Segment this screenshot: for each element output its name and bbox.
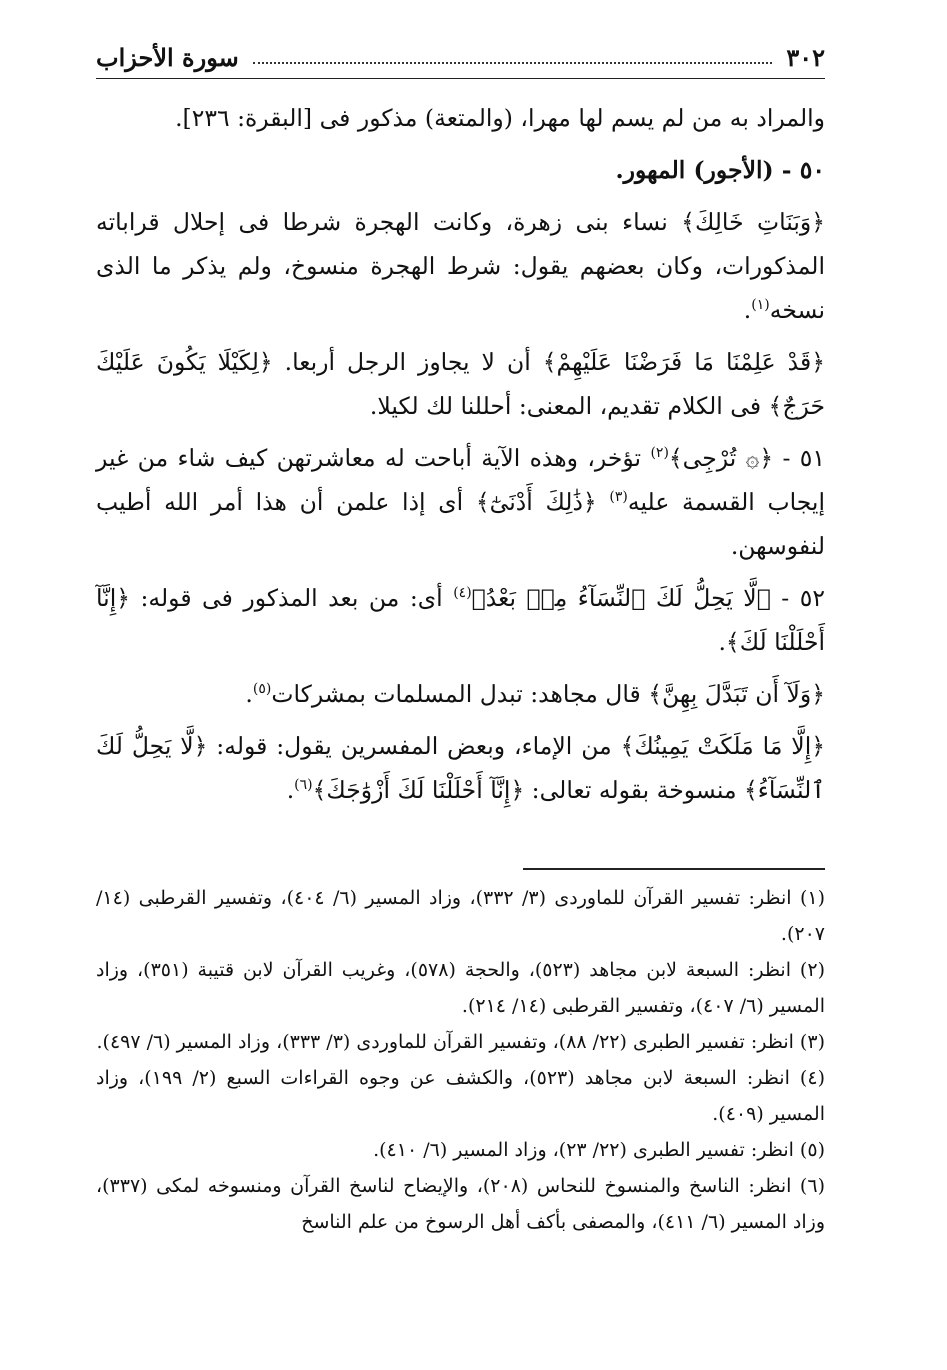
footnotes <box>96 880 825 1240</box>
footnote-ref-4: (٤) <box>453 585 472 602</box>
paragraph-5 <box>96 436 825 568</box>
paragraph-6-b: أى: من بعد المذكور فى قوله: ﴿إِنَّآ أَحْلَلْنَا لَكَ﴾. <box>96 584 825 656</box>
paragraph-3-text: ﴿وَبَنَاتِ خَالِكَ﴾ نساء بنى زهرة، وكانت الهجرة شرطا فى إحلال قراباته المذكورات، وكان بعضهم يقول: شرط الهجرة منسوخ، ولم يذكر ما الذى نسخه <box>96 208 825 324</box>
footnote-5: (٥) انظر: تفسير الطبرى (٢٢/ ٢٣)، وزاد المسير (٦/ ٤١٠). <box>373 1139 825 1161</box>
paragraph-7-end: . <box>245 680 253 708</box>
paragraph-8-text: ﴿إِلَّا مَا مَلَكَتْ يَمِينُكَ﴾ من الإماء، وبعض المفسرين يقول: قوله: ﴿لَّا يَحِلُّ لَكَ ٱلنِّسَآءُ﴾ منسوخة بقوله تعالى: ﴿إِنَّآ أَحْلَلْنَا لَكَ أَزْوَٰجَكَ﴾ <box>96 732 825 804</box>
paragraph-6-a: ٥٢ - ﴿لَّا يَحِلُّ لَكَ ٱلنِّسَآءُ مِنۢ بَعْدُ﴾ <box>471 584 825 612</box>
footnote-ref-2: (٢) <box>650 445 669 462</box>
paragraph-4: ﴿قَدْ عَلِمْنَا مَا فَرَضْنَا عَلَيْهِمْ﴾ أن لا يجاوز الرجل أربعا. ﴿لِكَيْلَا يَكُونَ عَلَيْكَ حَرَجٌ﴾ فى الكلام تقديم، المعنى: أحللنا لك لكيلا. <box>96 348 825 420</box>
paragraph-8 <box>96 724 825 812</box>
footnote-ref-3: (٣) <box>609 489 628 506</box>
footnote-1: (١) انظر: تفسير القرآن للماوردى (٣/ ٣٣٢)، وزاد المسير (٦/ ٤٠٤)، وتفسير القرطبى (١٤/ ٢٠٧). <box>96 887 825 945</box>
page-header <box>96 36 825 79</box>
footnote-3: (٣) انظر: تفسير الطبرى (٢٢/ ٨٨)، وتفسير القرآن للماوردى (٣/ ٣٣٣)، وزاد المسير (٦/ ٤٩٧). <box>96 1031 825 1053</box>
paragraph-7 <box>96 672 825 716</box>
footnote-6: (٦) انظر: الناسخ والمنسوخ للنحاس (٢٠٨)، والإيضاح لناسخ القرآن ومنسوخه لمكى (٣٣٧)، وزاد المسير (٦/ ٤١١)، والمصفى بأكف أهل الرسوخ من علم الناسخ <box>96 1175 825 1233</box>
footnote-2: (٢) انظر: السبعة لابن مجاهد (٥٢٣)، والحجة (٥٧٨)، وغريب القرآن لابن قتيبة (٣٥١)، وزاد المسير (٦/ ٤٠٧)، وتفسير القرطبى (١٤/ ٢١٤). <box>96 959 825 1017</box>
paragraph-8-end: . <box>286 776 295 804</box>
page-number: ٣٠٢ <box>786 42 825 72</box>
paragraph-5-a: ٥١ - ﴿۞ تُرْجِى﴾ <box>668 444 826 472</box>
paragraph-7-text: ﴿وَلَآ أَن تَبَدَّلَ بِهِنَّ﴾ قال مجاهد: تبدل المسلمات بمشركات <box>271 680 825 708</box>
paragraph-5-b: تؤخر، وهذه الآية أباحت له معاشرتهن كيف شاء من غير إيجاب القسمة عليه <box>96 444 825 516</box>
footnote-separator <box>523 868 825 870</box>
paragraph-3-end: . <box>743 296 752 324</box>
footnote-ref-1: (١) <box>751 297 770 314</box>
footnote-ref-6: (٦) <box>294 777 313 794</box>
footnote-4: (٤) انظر: السبعة لابن مجاهد (٥٢٣)، والكشف عن وجوه القراءات السبع (٢/ ١٩٩)، وزاد المسير (٤٠٩). <box>96 1067 825 1125</box>
paragraph-5-c: ﴿ذَٰلِكَ أَدْنَىٰٓ﴾ أى إذا علمن أن هذا أمر الله أطيب لنفوسهن. <box>96 488 825 560</box>
footnote-ref-5: (٥) <box>252 681 272 698</box>
paragraph-2: ٥٠ - (الأجور) المهور. <box>615 156 825 184</box>
main-text <box>96 96 825 820</box>
header-dot-leader <box>253 50 773 64</box>
paragraph-1: والمراد به من لم يسم لها مهرا، (والمتعة) مذكور فى [البقرة: ٢٣٦]. <box>175 104 825 132</box>
surah-title: سورة الأحزاب <box>96 42 239 72</box>
paragraph-3 <box>96 200 825 332</box>
paragraph-6 <box>96 576 825 664</box>
